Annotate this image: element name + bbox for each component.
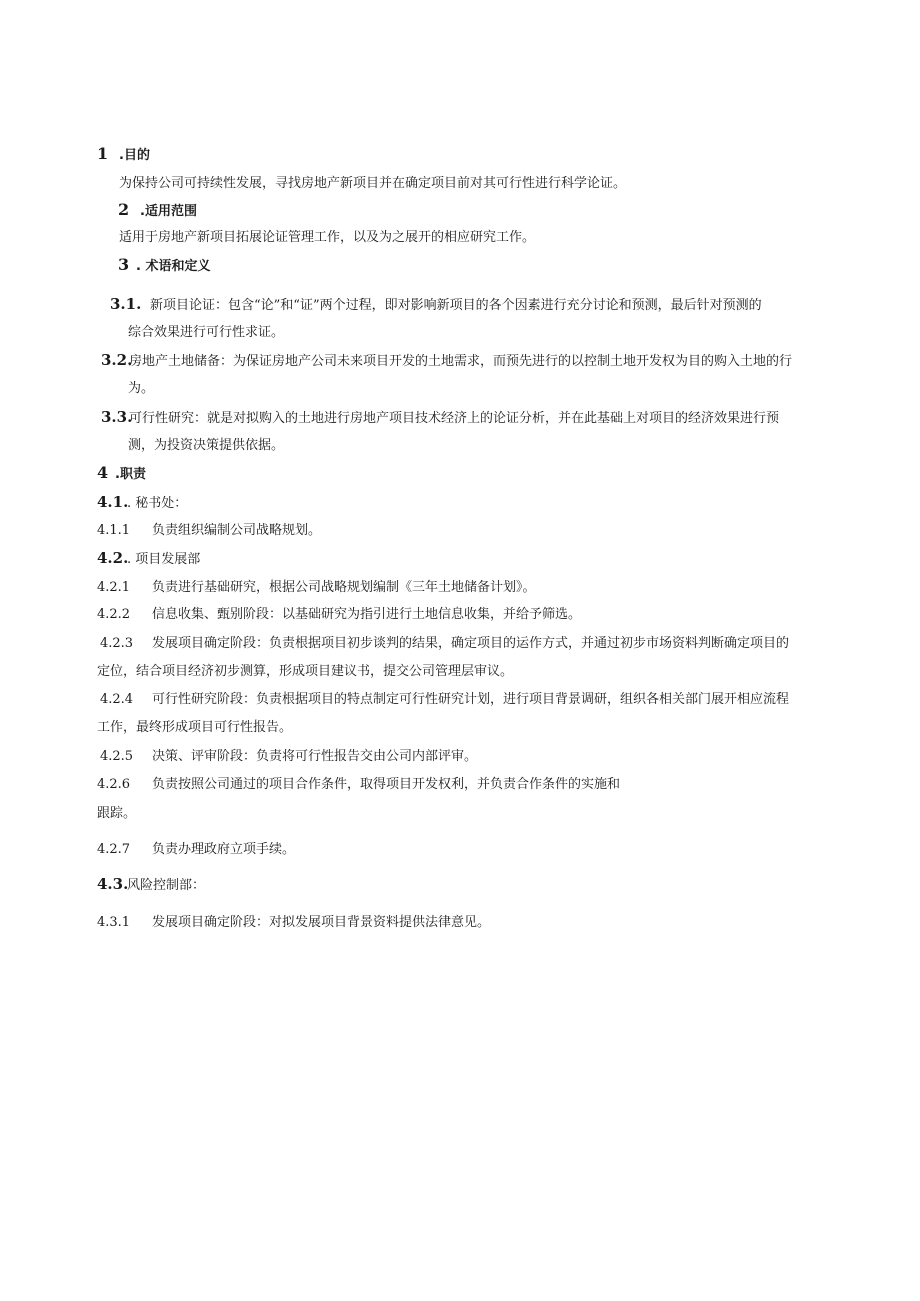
item-text: 新项目论证：包含“论”和“证”两个过程，即对影响新项目的各个因素进行充分讨论和预测，最后针对预测的 — [150, 298, 762, 313]
list-item — [97, 777, 620, 793]
item-text: 负责进行基础研究，根据公司战略规划编制《三年土地储备计划》。 — [152, 580, 536, 595]
subsection-number: 4.1. — [97, 493, 129, 511]
list-item — [97, 842, 295, 858]
item-number: 3.1. — [110, 295, 142, 313]
subsection-title: 风险控制部： — [127, 878, 206, 893]
list-item — [97, 580, 536, 596]
item-text-continued: 定位，结合项目经济初步测算，形成项目建议书，提交公司管理层审议。 — [97, 664, 514, 679]
section-number: 1 — [97, 144, 109, 163]
section-1-heading — [97, 146, 150, 164]
section-title: .适用范围 — [140, 204, 197, 219]
subsection-number: 4.2. — [97, 549, 129, 567]
item-text-continued: 工作，最终形成项目可行性报告。 — [97, 720, 293, 735]
section-4-heading — [97, 465, 146, 483]
list-item — [100, 636, 789, 652]
list-item — [100, 692, 789, 708]
definition-item — [110, 296, 762, 314]
list-item — [97, 607, 581, 623]
item-text: 决策、评审阶段：负责将可行性报告交由公司内部评审。 — [152, 749, 478, 764]
item-number: 3.3. — [101, 408, 133, 426]
section-number: 3 — [118, 255, 130, 274]
subsection-heading — [97, 550, 200, 568]
item-text: 负责按照公司通过的项目合作条件，取得项目开发权利，并负责合作条件的实施和 — [152, 777, 621, 792]
subsection-heading — [97, 494, 187, 512]
item-number: 4.2.4 — [100, 692, 134, 707]
item-number: 3.2. — [101, 351, 133, 369]
section-3-heading — [118, 257, 210, 275]
item-number: 4.3.1 — [97, 915, 131, 930]
subsection-heading — [97, 876, 205, 894]
item-text-continued: 综合效果进行可行性求证。 — [128, 325, 285, 340]
definition-item — [101, 409, 779, 427]
section-title: .职责 — [115, 467, 146, 482]
item-number: 4.2.7 — [97, 842, 131, 857]
subsection-title: . 秘书处： — [127, 496, 188, 511]
item-number: 4.2.5 — [100, 749, 134, 764]
section-title: .目的 — [119, 148, 150, 163]
item-text: 发展项目确定阶段：负责根据项目初步谈判的结果，确定项目的运作方式，并通过初步市场资料判断确定项目的 — [152, 636, 790, 651]
item-number: 4.2.6 — [97, 777, 131, 792]
item-text: 可行性研究阶段：负责根据项目的特点制定可行性研究计划，进行项目背景调研，组织各相关部门展开相应流程 — [152, 692, 790, 707]
list-item — [97, 523, 321, 539]
item-text: 信息收集、甄别阶段：以基础研究为指引进行土地信息收集，并给予筛选。 — [152, 607, 582, 622]
subsection-number: 4.3. — [97, 875, 129, 893]
subsection-title: . 项目发展部 — [127, 552, 201, 567]
section-title: . 术语和定义 — [136, 259, 211, 274]
section-2-heading — [118, 202, 197, 220]
list-item — [100, 749, 477, 765]
item-text: 可行性研究：就是对拟购入的土地进行房地产项目技术经济上的论证分析，并在此基础上对项目的经济效果进行预 — [129, 411, 780, 426]
item-number: 4.2.2 — [97, 607, 131, 622]
section-number: 4 — [97, 463, 109, 482]
item-text-continued: 为。 — [128, 381, 155, 396]
item-text: 负责办理政府立项手续。 — [152, 842, 296, 857]
item-text: 房地产土地储备：为保证房地产公司未来项目开发的土地需求，而预先进行的以控制土地开发权为目的购入土地的行 — [129, 354, 793, 369]
section-1-body: 为保持公司可持续性发展，寻找房地产新项目并在确定项目前对其可行性进行科学论证。 — [119, 176, 627, 191]
section-number: 2 — [118, 200, 130, 219]
item-text-continued: 跟踪。 — [97, 806, 137, 821]
item-text-continued: 测，为投资决策提供依据。 — [128, 438, 285, 453]
item-text: 发展项目确定阶段：对拟发展项目背景资料提供法律意见。 — [152, 915, 491, 930]
item-number: 4.2.3 — [100, 636, 134, 651]
list-item — [97, 915, 490, 931]
item-text: 负责组织编制公司战略规划。 — [152, 523, 322, 538]
item-number: 4.1.1 — [97, 523, 131, 538]
section-2-body: 适用于房地产新项目拓展论证管理工作，以及为之展开的相应研究工作。 — [119, 230, 536, 245]
definition-item — [101, 352, 792, 370]
item-number: 4.2.1 — [97, 580, 131, 595]
